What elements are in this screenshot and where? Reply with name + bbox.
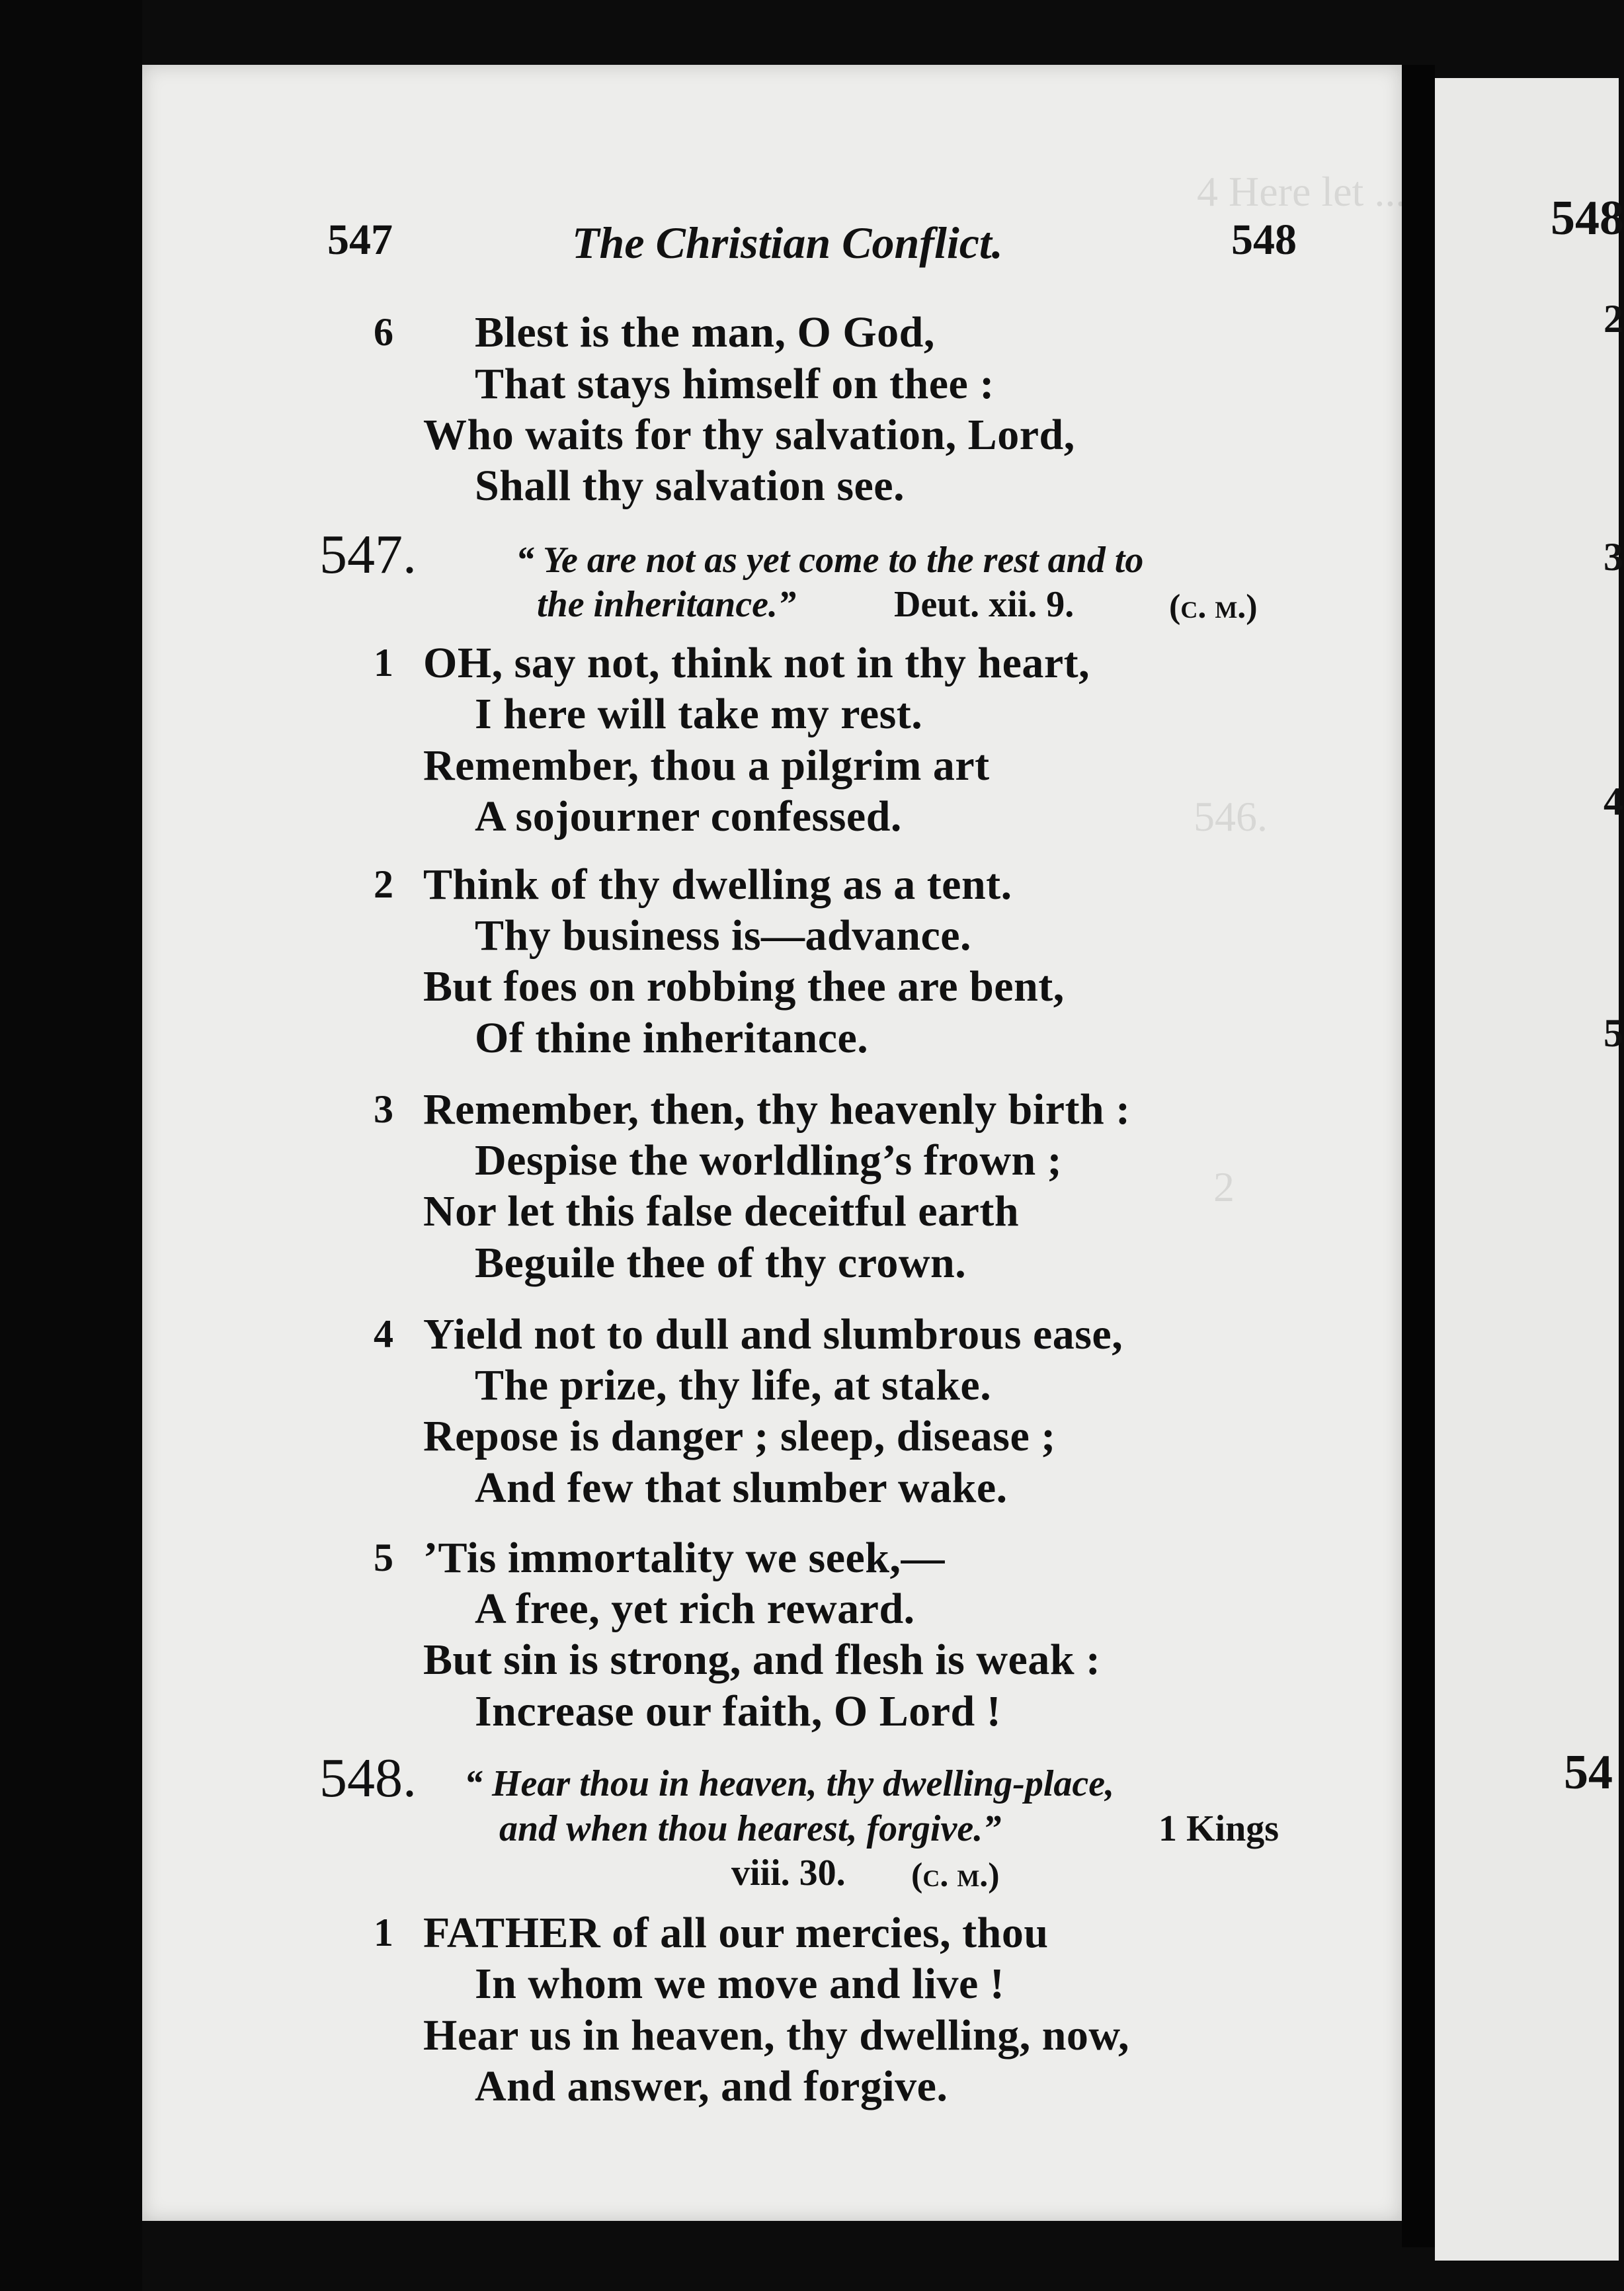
hymn-number: 547.	[319, 524, 417, 585]
page-number-right: 548	[1231, 216, 1297, 264]
verse-line: ’Tis immortality we seek,—	[423, 1534, 945, 1582]
show-through-text: 4 Here let ...	[1197, 168, 1406, 215]
verse-line: Who waits for thy salvation, Lord,	[423, 411, 1075, 459]
verse-line: And answer, and forgive.	[475, 2062, 948, 2110]
adjacent-fragment: 2	[1604, 297, 1623, 341]
verse-line: But sin is strong, and flesh is weak :	[423, 1636, 1101, 1684]
stanza-number: 1	[374, 641, 393, 685]
hymn-epigraph: “ Hear thou in heaven, thy dwelling-place,	[464, 1763, 1115, 1804]
verse-line: Increase our faith, O Lord !	[475, 1687, 1002, 1735]
verse-line: But foes on robbing thee are bent,	[423, 962, 1065, 1011]
stanza-number: 3	[374, 1087, 393, 1131]
scan-border-left	[0, 0, 142, 2291]
meter-label: (c. m.)	[911, 1856, 1000, 1894]
adjacent-page	[1435, 78, 1624, 2261]
hymn-epigraph: the inheritance.”	[537, 584, 797, 625]
show-through-text: 2	[1213, 1163, 1235, 1210]
adjacent-fragment: 5	[1604, 1011, 1623, 1055]
verse-line: Remember, thou a pilgrim art	[423, 741, 990, 790]
adjacent-fragment: 4	[1604, 780, 1623, 823]
verse-line: OH, say not, think not in thy heart,	[423, 639, 1090, 687]
verse-line: A free, yet rich reward.	[475, 1585, 915, 1633]
verse-line: Thy business is—advance.	[475, 911, 972, 960]
stanza-number: 1	[374, 1911, 393, 1954]
verse-line: Blest is the man, O God,	[475, 308, 935, 356]
verse-line: Nor let this false deceitful earth	[423, 1187, 1020, 1235]
verse-line: Despise the worldling’s frown ;	[475, 1136, 1063, 1185]
scripture-reference: Deut. xii. 9.	[894, 584, 1075, 625]
scripture-reference: viii. 30.	[731, 1853, 846, 1894]
hymn-epigraph: “ Ye are not as yet come to the rest and to	[516, 540, 1144, 581]
book-gutter	[1402, 65, 1435, 2247]
adjacent-fragment: 3	[1604, 535, 1623, 579]
verse-line: Hear us in heaven, thy dwelling, now,	[423, 2011, 1129, 2060]
hymn-epigraph: and when thou hearest, forgive.”	[499, 1808, 1002, 1849]
verse-line: Remember, then, thy heavenly birth :	[423, 1085, 1131, 1134]
verse-line: I here will take my rest.	[475, 690, 923, 738]
scripture-reference: 1 Kings	[1158, 1808, 1279, 1849]
stanza-number: 5	[374, 1536, 393, 1579]
verse-line: The prize, thy life, at stake.	[475, 1361, 992, 1409]
verse-line: That stays himself on thee :	[475, 360, 995, 408]
stanza-number: 6	[374, 310, 393, 354]
verse-line: FATHER of all our mercies, thou	[423, 1909, 1049, 1957]
hymn-number: 548.	[319, 1747, 417, 1809]
meter-label: (c. m.)	[1169, 588, 1258, 626]
verse-line: Shall thy salvation see.	[475, 462, 905, 510]
verse-line: And few that slumber wake.	[475, 1464, 1008, 1512]
verse-line: In whom we move and live !	[475, 1960, 1005, 2008]
page-number-left: 547	[327, 216, 393, 264]
adjacent-page-number: 548	[1551, 191, 1624, 245]
running-title: The Christian Conflict.	[572, 218, 1003, 268]
verse-line: Of thine inheritance.	[475, 1014, 869, 1062]
verse-line: A sojourner confessed.	[475, 792, 902, 841]
stanza-number: 4	[374, 1312, 393, 1356]
show-through-text: 546.	[1194, 793, 1268, 840]
verse-line: Repose is danger ; sleep, disease ;	[423, 1412, 1056, 1460]
verse-line: Beguile thee of thy crown.	[475, 1239, 967, 1287]
adjacent-fragment: 54	[1564, 1745, 1613, 1800]
stanza-number: 2	[374, 862, 393, 906]
verse-line: Yield not to dull and slumbrous ease,	[423, 1310, 1123, 1358]
verse-line: Think of thy dwelling as a tent.	[423, 860, 1012, 909]
